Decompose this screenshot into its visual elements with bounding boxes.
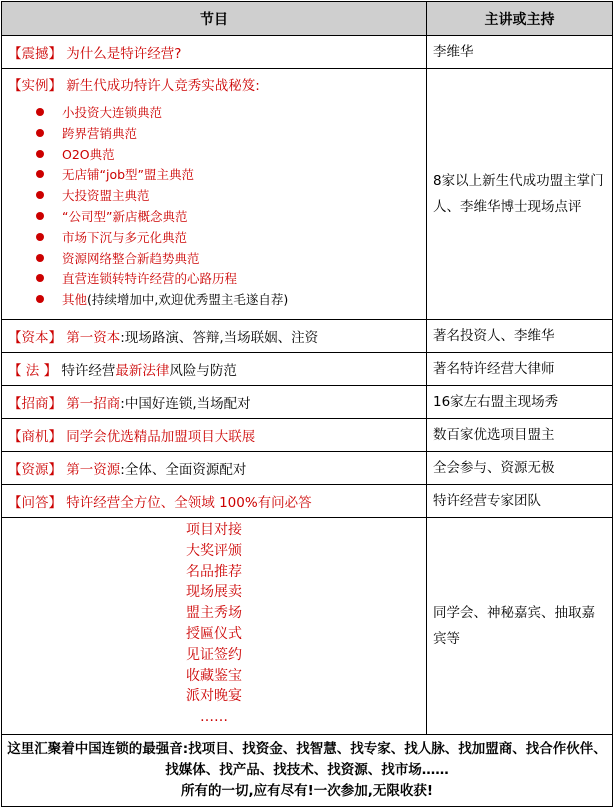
bullet-icon (36, 212, 44, 220)
program-schedule (1, 1, 612, 799)
footer-row (2, 734, 613, 806)
list-item: 无店铺“job型”盟主典范 (36, 165, 420, 186)
host-cell: 16家左右盟主现场秀 (427, 385, 613, 418)
event-item: 见证签约 (186, 646, 242, 663)
table-row (2, 385, 613, 418)
row-tag: 【商机】 (8, 428, 62, 445)
host-cell: 李维华 (427, 36, 613, 69)
bullet-icon (36, 191, 44, 199)
event-item: 大奖评颁 (186, 542, 242, 559)
bullet-icon (36, 108, 44, 116)
list-item: 小投资大连锁典范 (36, 103, 420, 124)
program-cell: 【资源】 第一资源:全体、全面资源配对 (2, 451, 427, 484)
bullet-icon (36, 274, 44, 282)
list-item: O2O典范 (36, 145, 420, 166)
bullet-icon (36, 129, 44, 137)
host-cell: 特许经营专家团队 (427, 484, 613, 517)
header-host: 主讲或主持 (427, 2, 613, 36)
case-list (8, 97, 420, 317)
event-item: 项目对接 (186, 521, 242, 538)
program-cell: 【问答】 特许经营全方位、全领域 100%有问必答 (2, 484, 427, 517)
list-item: 市场下沉与多元化典范 (36, 228, 420, 249)
event-item: 收藏鉴宝 (186, 667, 242, 684)
list-item: 大投资盟主典范 (36, 186, 420, 207)
row-tag: 【资本】 (8, 329, 62, 346)
event-item: 盟主秀场 (186, 605, 242, 622)
table-row (2, 36, 613, 69)
event-item: 授匾仪式 (186, 625, 242, 642)
event-item: 派对晚宴 (186, 688, 242, 705)
host-cell: 全会参与、资源无极 (427, 451, 613, 484)
host-cell: 8家以上新生代成功盟主掌门人、李维华博士现场点评 (427, 69, 613, 320)
footer-line-1: 这里汇聚着中国连锁的最强音:找项目、找资金、找智慧、找专家、找人脉、找加盟商、找合作伙伴、找媒体、找产品、找技术、找资源、找市场…… (7, 740, 607, 778)
host-cell: 同学会、神秘嘉宾、抽取嘉宾等 (427, 517, 613, 734)
program-cell: 【 法 】 特许经营最新法律风险与防范 (2, 352, 427, 385)
table-row (2, 517, 613, 734)
row-tag: 【实例】 (8, 78, 62, 94)
schedule-table (1, 1, 613, 807)
row-tag: 【震撼】 (8, 46, 62, 62)
header-program: 节目 (2, 2, 427, 36)
row-text: 新生代成功特许人竞秀实战秘笈: (66, 78, 260, 94)
bullet-icon (36, 170, 44, 178)
list-item: 跨界营销典范 (36, 124, 420, 145)
event-item: 现场展卖 (186, 584, 242, 601)
row-tag: 【资源】 (8, 461, 62, 478)
table-header-row (2, 2, 613, 36)
table-row (2, 418, 613, 451)
program-cell (2, 69, 427, 320)
table-row (2, 319, 613, 352)
footer-line-2: 所有的一切,应有尽有!一次参加,无限收获! (180, 782, 434, 799)
table-row (2, 69, 613, 320)
table-row (2, 484, 613, 517)
list-item: 其他(持续增加中,欢迎优秀盟主毛遂自荐) (36, 290, 420, 311)
bullet-icon (36, 233, 44, 241)
footer-cell (2, 734, 613, 806)
host-cell: 数百家优选项目盟主 (427, 418, 613, 451)
program-cell: 【商机】 同学会优选精品加盟项目大联展 (2, 418, 427, 451)
table-row (2, 451, 613, 484)
row-text: 为什么是特许经营? (66, 46, 182, 62)
host-cell: 著名特许经营大律师 (427, 352, 613, 385)
table-row (2, 352, 613, 385)
list-item: “公司型”新店概念典范 (36, 207, 420, 228)
event-item: 名品推荐 (186, 563, 242, 580)
bullet-icon (36, 254, 44, 262)
list-item: 直营连锁转特许经营的心路历程 (36, 269, 420, 290)
program-cell: 【招商】 第一招商:中国好连锁,当场配对 (2, 385, 427, 418)
list-item: 资源网络整合新趋势典范 (36, 249, 420, 270)
program-cell (2, 36, 427, 69)
row-tag: 【招商】 (8, 395, 62, 412)
row-tag: 【 法 】 (8, 362, 58, 379)
host-cell: 著名投资人、李维华 (427, 319, 613, 352)
bullet-icon (36, 295, 44, 303)
bullet-icon (36, 150, 44, 158)
events-cell (2, 517, 427, 734)
program-cell: 【资本】 第一资本:现场路演、答辩,当场联姻、注资 (2, 319, 427, 352)
event-item: …… (200, 709, 228, 726)
row-tag: 【问答】 (8, 494, 62, 511)
